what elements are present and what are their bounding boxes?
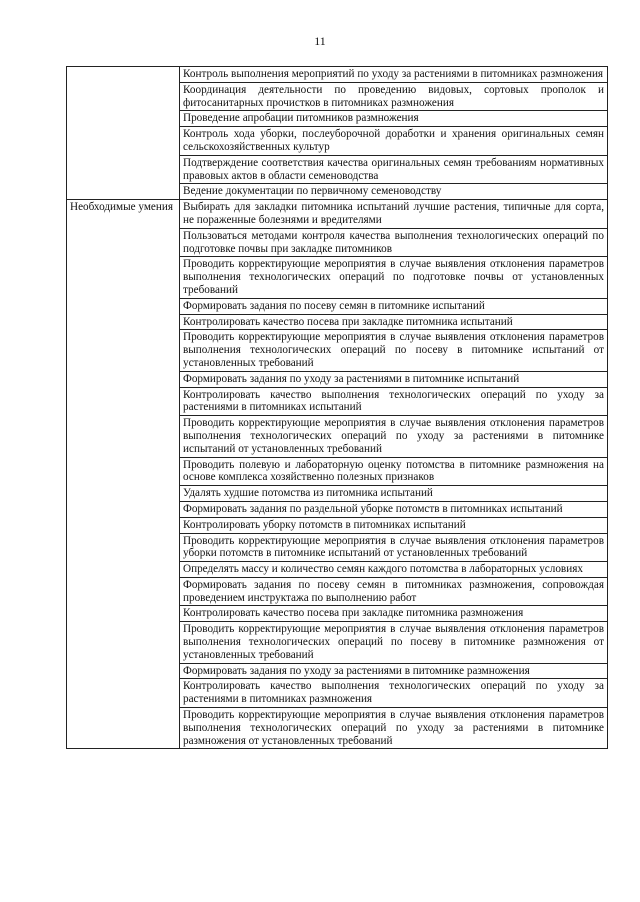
- skill-cell: Контролировать уборку потомств в питомниках испытаний: [180, 517, 608, 533]
- skill-cell: Формировать задания по уходу за растениями в питомнике испытаний: [180, 371, 608, 387]
- skill-cell: Проводить полевую и лабораторную оценку потомства в питомнике размножения на основе комплекса хозяйственно полезных признаков: [180, 457, 608, 486]
- labor-action-cell: Координация деятельности по проведению видовых, сортовых прополок и фитосанитарных прочистков в питомниках размножения: [180, 82, 608, 111]
- skill-cell: Проводить корректирующие мероприятия в случае выявления отклонения параметров уборки потомств в питомнике испытаний от установленных требований: [180, 533, 608, 562]
- page-number: 11: [314, 34, 326, 48]
- continued-label-cell: [67, 67, 180, 200]
- skill-cell: Проводить корректирующие мероприятия в случае выявления отклонения параметров выполнения технологических операций по уходу за растениями в питомнике размножения от установленных требований: [180, 708, 608, 749]
- labor-action-cell: Ведение документации по первичному семеноводству: [180, 184, 608, 200]
- skill-cell: Контролировать качество посева при закладке питомника испытаний: [180, 314, 608, 330]
- skill-cell: Контролировать качество выполнения технологических операций по уходу за растениями в питомниках размножения: [180, 679, 608, 708]
- skill-cell: Проводить корректирующие мероприятия в случае выявления отклонения параметров выполнения технологических операций по уходу за растениями в питомнике испытаний от установленных требований: [180, 416, 608, 457]
- skill-cell: Формировать задания по посеву семян в питомниках размножения, сопровождая проведением инструктажа по выполнению работ: [180, 577, 608, 606]
- skill-cell: Удалять худшие потомства из питомника испытаний: [180, 486, 608, 502]
- labor-action-cell: Проведение апробации питомников размножения: [180, 111, 608, 127]
- skill-cell: Пользоваться методами контроля качества выполнения технологических операций по подготовке почвы при закладке питомников: [180, 228, 608, 257]
- skill-cell: Проводить корректирующие мероприятия в случае выявления отклонения параметров выполнения технологических операций по посеву в питомнике испытаний от установленных требований: [180, 330, 608, 371]
- skill-cell: Проводить корректирующие мероприятия в случае выявления отклонения параметров выполнения технологических операций по посеву в питомнике размножения от установленных требований: [180, 622, 608, 663]
- skill-cell: Формировать задания по уходу за растениями в питомнике размножения: [180, 663, 608, 679]
- table-row: [67, 200, 608, 229]
- skill-cell: Определять массу и количество семян каждого потомства в лабораторных условиях: [180, 562, 608, 578]
- skill-cell: Контролировать качество посева при закладке питомника размножения: [180, 606, 608, 622]
- requirements-table: [66, 66, 608, 749]
- skill-cell: Контролировать качество выполнения технологических операций по уходу за растениями в питомниках испытаний: [180, 387, 608, 416]
- table-body: [67, 67, 608, 749]
- labor-action-cell: Контроль хода уборки, послеуборочной доработки и хранения оригинальных семян сельскохозяйственных культур: [180, 127, 608, 156]
- skill-cell: Проводить корректирующие мероприятия в случае выявления отклонения параметров выполнения технологических операций по подготовке почвы от установленных требований: [180, 257, 608, 298]
- table-row: [67, 67, 608, 83]
- skill-cell: Формировать задания по посеву семян в питомнике испытаний: [180, 298, 608, 314]
- skills-label-cell: Необходимые умения: [67, 200, 180, 749]
- labor-action-cell: Подтверждение соответствия качества оригинальных семян требованиям нормативных правовых актов в области семеноводства: [180, 155, 608, 184]
- labor-action-cell: Контроль выполнения мероприятий по уходу за растениями в питомниках размножения: [180, 67, 608, 83]
- skill-cell: Формировать задания по раздельной уборке потомств в питомниках испытаний: [180, 501, 608, 517]
- skill-cell: Выбирать для закладки питомника испытаний лучшие растения, типичные для сорта, не пораженные болезнями и вредителями: [180, 200, 608, 229]
